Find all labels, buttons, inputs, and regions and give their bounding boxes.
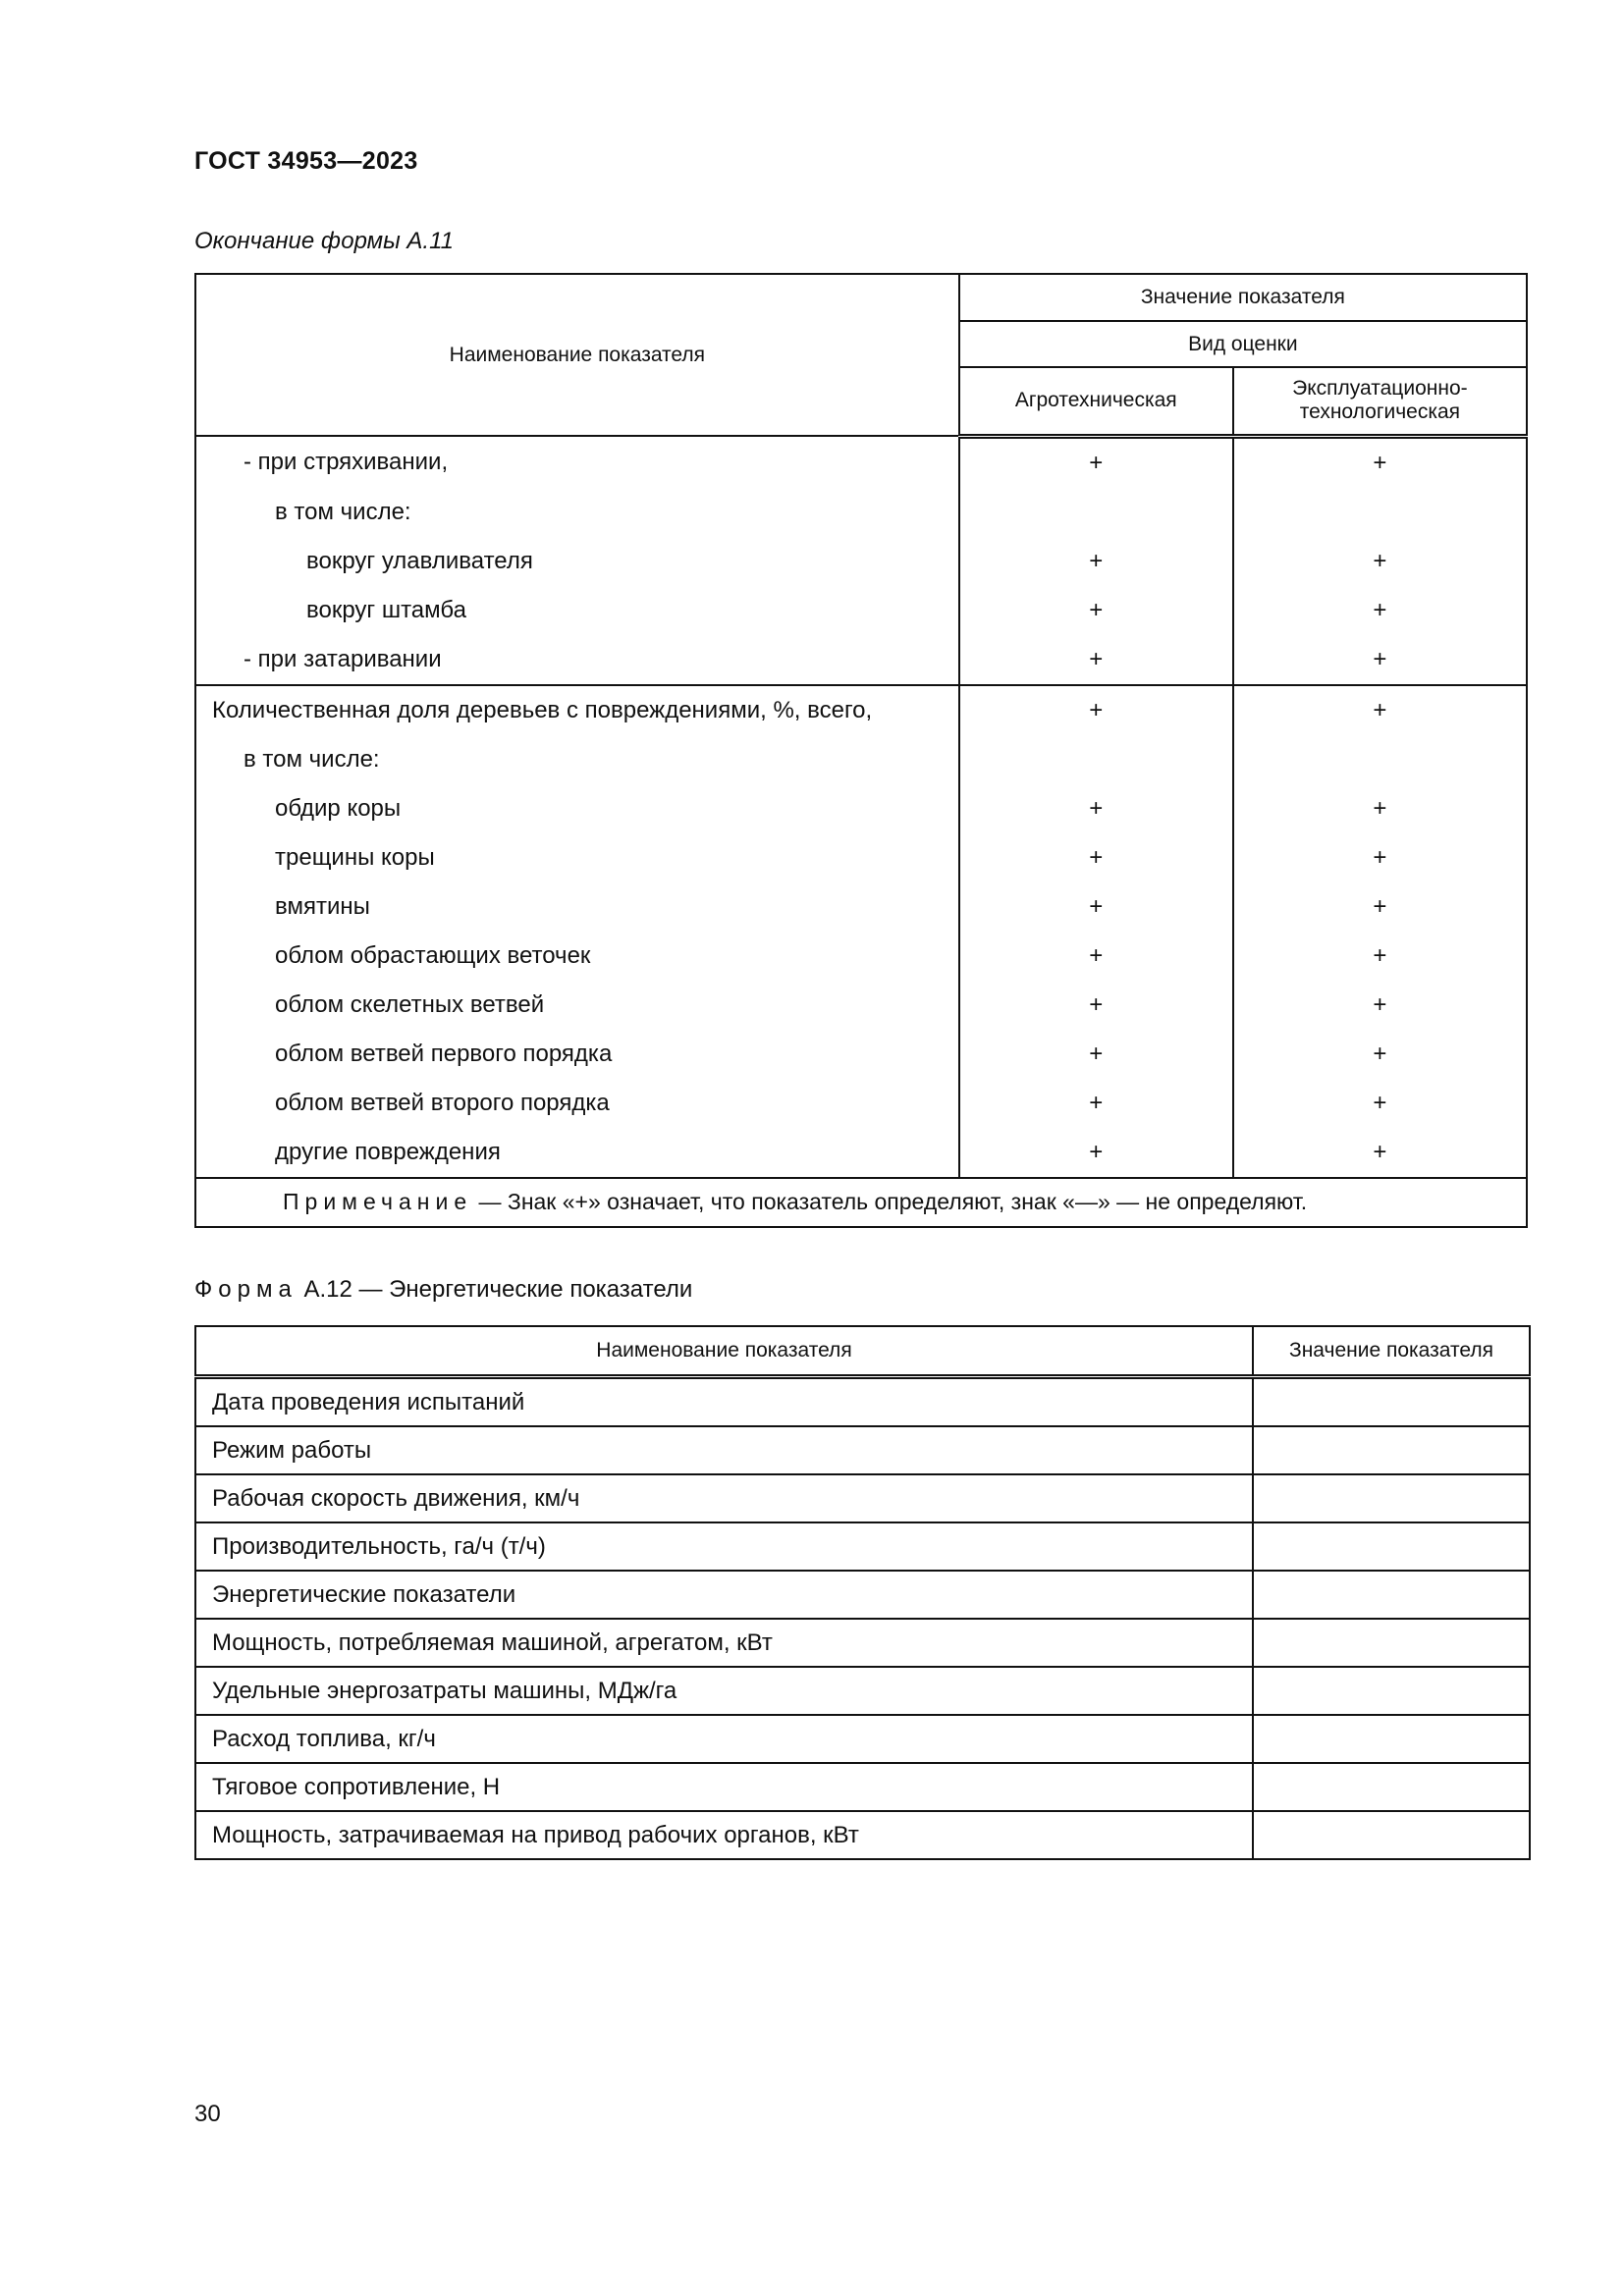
col-header-assessment-type: Вид оценки [959, 321, 1527, 367]
row-name: Расход топлива, кг/ч [195, 1715, 1253, 1763]
row-exploit-value: + [1233, 1128, 1527, 1178]
row-agro-value: + [959, 685, 1233, 735]
row-value [1253, 1715, 1530, 1763]
col-header-value: Значение показателя [959, 274, 1527, 321]
row-agro-value: + [959, 882, 1233, 932]
table-row [195, 1426, 1530, 1474]
table-row [195, 932, 1527, 981]
table-row [195, 1811, 1530, 1859]
row-value [1253, 1377, 1530, 1427]
note-cell [195, 1178, 1527, 1227]
table-row [195, 1474, 1530, 1522]
col-header-value: Значение показателя [1253, 1326, 1530, 1377]
form-a11-table [194, 273, 1528, 1228]
table-row [195, 1079, 1527, 1128]
table-row [195, 1030, 1527, 1079]
table-row [195, 1522, 1530, 1571]
row-name: Количественная доля деревьев с повреждениями, %, всего, [195, 685, 959, 735]
form-a11-caption: Окончание формы А.11 [194, 228, 455, 254]
table-row [195, 586, 1527, 635]
table-row [195, 1128, 1527, 1178]
table-row [195, 735, 1527, 784]
row-value [1253, 1522, 1530, 1571]
row-name: в том числе: [195, 488, 959, 537]
row-exploit-value: + [1233, 537, 1527, 586]
row-value [1253, 1619, 1530, 1667]
row-agro-value: + [959, 1079, 1233, 1128]
row-agro-value [959, 735, 1233, 784]
row-agro-value: + [959, 537, 1233, 586]
row-name: Рабочая скорость движения, км/ч [195, 1474, 1253, 1522]
row-agro-value: + [959, 932, 1233, 981]
note-text: — Знак «+» означает, что показатель определяют, знак «—» — не определяют. [472, 1189, 1308, 1214]
row-exploit-value: + [1233, 833, 1527, 882]
row-agro-value: + [959, 1128, 1233, 1178]
row-name: вокруг штамба [195, 586, 959, 635]
row-name: Удельные энергозатраты машины, МДж/га [195, 1667, 1253, 1715]
row-exploit-value: + [1233, 1030, 1527, 1079]
row-name: обдир коры [195, 784, 959, 833]
table-row [195, 488, 1527, 537]
row-value [1253, 1571, 1530, 1619]
row-exploit-value: + [1233, 981, 1527, 1030]
row-exploit-value: + [1233, 635, 1527, 685]
row-name: Дата проведения испытаний [195, 1377, 1253, 1427]
row-agro-value: + [959, 436, 1233, 488]
row-agro-value: + [959, 1030, 1233, 1079]
table-row [195, 1377, 1530, 1427]
table-row [195, 981, 1527, 1030]
row-agro-value: + [959, 833, 1233, 882]
row-name: Энергетические показатели [195, 1571, 1253, 1619]
row-name: - при стряхивании, [195, 436, 959, 488]
row-value [1253, 1763, 1530, 1811]
col-header-agro: Агротехническая [959, 367, 1233, 436]
form-a12-table [194, 1325, 1531, 1860]
row-name: облом ветвей второго порядка [195, 1079, 959, 1128]
table-row [195, 635, 1527, 685]
row-exploit-value [1233, 735, 1527, 784]
row-name: Производительность, га/ч (т/ч) [195, 1522, 1253, 1571]
note-label: Примечание [283, 1189, 473, 1214]
row-value [1253, 1811, 1530, 1859]
row-name: облом обрастающих веточек [195, 932, 959, 981]
row-exploit-value: + [1233, 436, 1527, 488]
row-exploit-value: + [1233, 784, 1527, 833]
row-name: Мощность, потребляемая машиной, агрегатом, кВт [195, 1619, 1253, 1667]
row-agro-value: + [959, 586, 1233, 635]
row-exploit-value: + [1233, 685, 1527, 735]
row-name: в том числе: [195, 735, 959, 784]
row-value [1253, 1474, 1530, 1522]
table-row [195, 1715, 1530, 1763]
row-name: вмятины [195, 882, 959, 932]
row-exploit-value: + [1233, 1079, 1527, 1128]
table-row [195, 1571, 1530, 1619]
form-a12-caption [194, 1276, 692, 1304]
table-row [195, 685, 1527, 735]
table-row [195, 1619, 1530, 1667]
table-header-row [195, 1326, 1530, 1377]
table-row [195, 537, 1527, 586]
table-note [195, 1178, 1527, 1227]
table-row [195, 833, 1527, 882]
col-header-name: Наименование показателя [195, 1326, 1253, 1377]
row-agro-value: + [959, 635, 1233, 685]
form-a12-caption-text: А.12 — Энергетические показатели [297, 1276, 693, 1303]
form-a12-caption-label: Форма [194, 1276, 298, 1303]
row-exploit-value: + [1233, 932, 1527, 981]
row-name: Тяговое сопротивление, Н [195, 1763, 1253, 1811]
row-name: вокруг улавливателя [195, 537, 959, 586]
table-row [195, 1667, 1530, 1715]
row-agro-value: + [959, 981, 1233, 1030]
page-number: 30 [194, 2101, 221, 2127]
col-header-exploit: Эксплуатационно- технологическая [1233, 367, 1527, 436]
table-row [195, 1763, 1530, 1811]
row-agro-value: + [959, 784, 1233, 833]
row-name: Мощность, затрачиваемая на привод рабочих органов, кВт [195, 1811, 1253, 1859]
row-exploit-value: + [1233, 882, 1527, 932]
row-name: облом ветвей первого порядка [195, 1030, 959, 1079]
document-code: ГОСТ 34953—2023 [194, 147, 418, 175]
row-name: облом скелетных ветвей [195, 981, 959, 1030]
row-value [1253, 1667, 1530, 1715]
row-name: - при затаривании [195, 635, 959, 685]
col-header-name: Наименование показателя [195, 274, 959, 436]
row-name: другие повреждения [195, 1128, 959, 1178]
row-name: Режим работы [195, 1426, 1253, 1474]
table-row [195, 882, 1527, 932]
row-exploit-value: + [1233, 586, 1527, 635]
row-name: трещины коры [195, 833, 959, 882]
row-exploit-value [1233, 488, 1527, 537]
row-agro-value [959, 488, 1233, 537]
table-row [195, 436, 1527, 488]
row-value [1253, 1426, 1530, 1474]
table-row [195, 784, 1527, 833]
